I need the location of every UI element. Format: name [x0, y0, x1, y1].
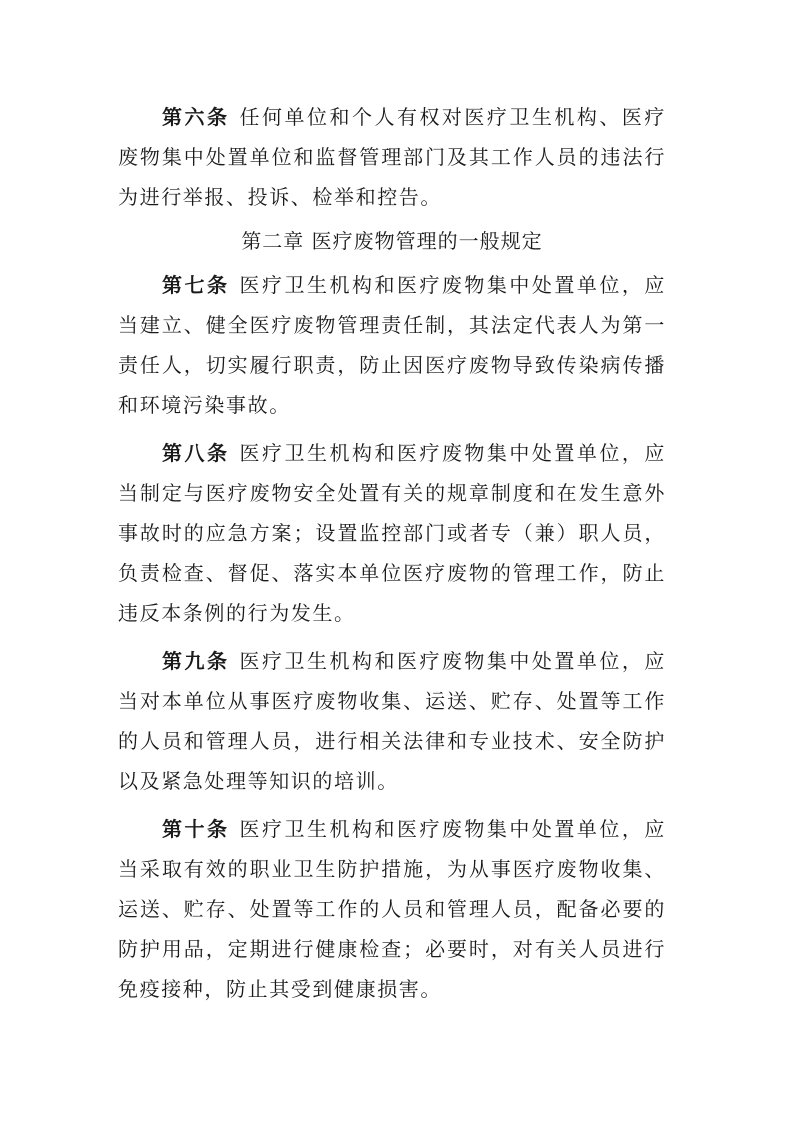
article-title: 第十条 [162, 817, 230, 841]
article-body: 任何单位和个人有权对医疗卫生机构、医疗废物集中处置单位和监督管理部门及其工作人员的违法行为进行举报、投诉、检举和控告。 [118, 105, 666, 209]
article-body: 医疗卫生机构和医疗废物集中处置单位，应当采取有效的职业卫生防护措施，为从事医疗废物收集、运送、贮存、处置等工作的人员和管理人员，配备必要的防护用品，定期进行健康检查；必要时，对有关人员进行免疫接种，防止其受到健康损害。 [118, 817, 666, 1001]
article-10 [118, 809, 666, 1009]
chapter-heading: 第二章 医疗废物管理的一般规定 [241, 229, 543, 253]
article-title: 第八条 [162, 441, 230, 465]
article-body: 医疗卫生机构和医疗废物集中处置单位，应当制定与医疗废物安全处置有关的规章制度和在发生意外事故时的应急方案；设置监控部门或者专（兼）职人员，负责检查、督促、落实本单位医疗废物的管理工作，防止违反本条例的行为发生。 [118, 441, 666, 625]
article-6 [118, 97, 666, 217]
article-9 [118, 641, 666, 801]
article-title: 第七条 [162, 273, 230, 297]
article-body: 医疗卫生机构和医疗废物集中处置单位，应当对本单位从事医疗废物收集、运送、贮存、处置等工作的人员和管理人员，进行相关法律和专业技术、安全防护以及紧急处理等知识的培训。 [118, 649, 666, 793]
article-8 [118, 433, 666, 633]
article-7 [118, 265, 666, 425]
article-title: 第六条 [162, 105, 230, 129]
document-page [118, 97, 666, 1017]
article-title: 第九条 [162, 649, 230, 673]
article-body: 医疗卫生机构和医疗废物集中处置单位，应当建立、健全医疗废物管理责任制，其法定代表人为第一责任人，切实履行职责，防止因医疗废物导致传染病传播和环境污染事故。 [118, 273, 666, 417]
